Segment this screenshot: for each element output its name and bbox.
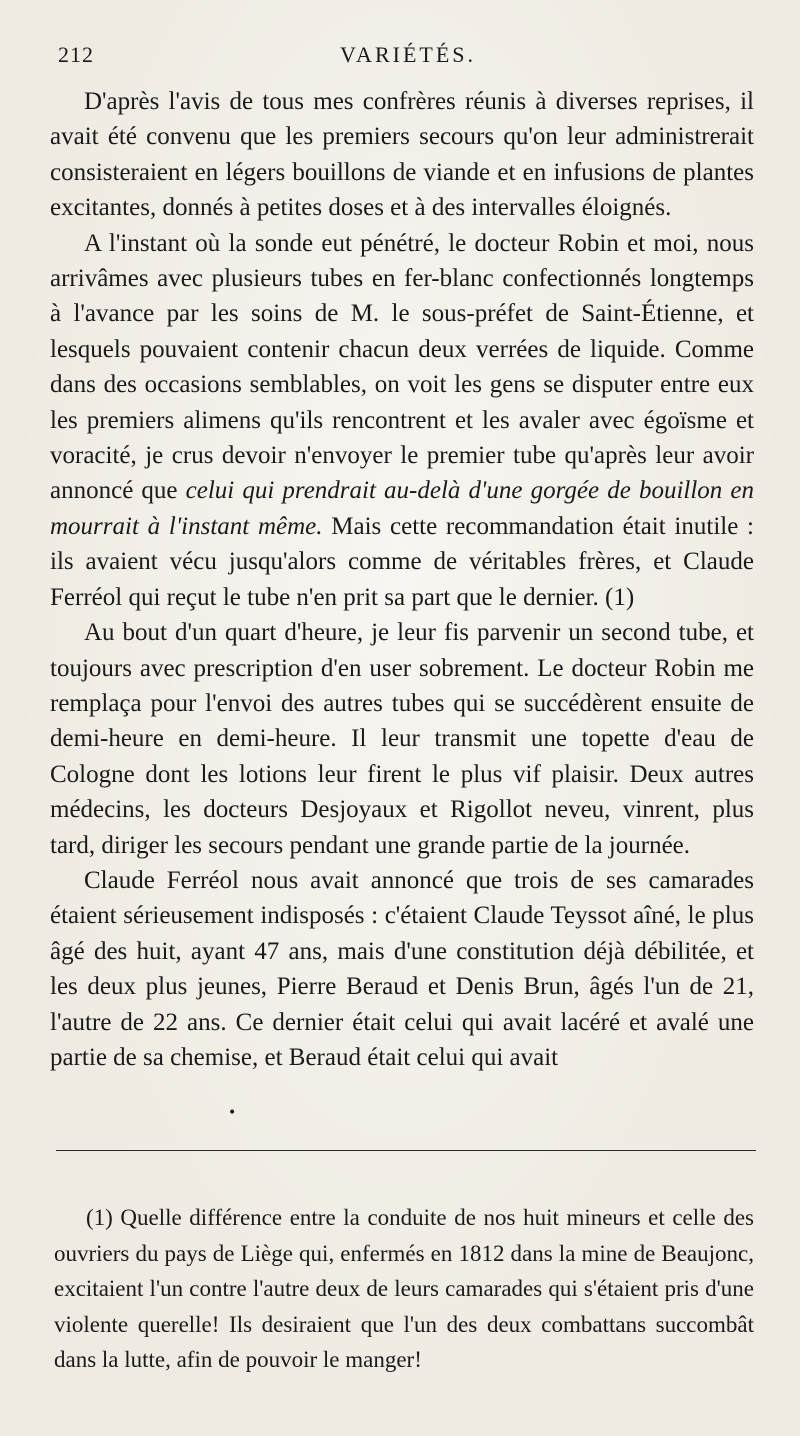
paragraph-4: Claude Ferréol nous avait annoncé que trois de ses camarades étaient sérieusement indisposés : c'étaient Claude Teyssot aîné, le plus âgé des huit, ayant 47 ans, mais d'une constitution déjà débilitée, et les deux plus jeunes, Pierre Beraud et Denis Brun, âgés l'un de 21, l'autre de 22 ans. Ce dernier était celui qui avait lacéré et avalé une partie de sa chemise, et Beraud était celui qui avait — [50, 866, 754, 1071]
page-header — [58, 42, 758, 76]
paragraph-2-end: Mais cette recommandation était inutile : ils avaient vécu jusqu'alors comme de véritables frères, et Claude Ferréol qui reçut le tube n'en prit sa part que le dernier. (1) — [50, 512, 754, 611]
running-title: VARIÉTÉS. — [340, 42, 476, 67]
footnote-text: (1) Quelle différence entre la conduite de nos huit mineurs et celle des ouvriers du pays de Liège qui, enfermés en 1812 dans la mine de Beaujonc, excitaient l'un contre l'autre deux de leurs camarades qui s'étaient pris d'une violente querelle! Ils desiraient que l'un des deux combattans succombât dans la lutte, afin de pouvoir le manger! — [54, 1205, 754, 1372]
footnote — [54, 1200, 754, 1378]
footnote-rule — [56, 1150, 756, 1151]
paragraph-2-text: A l'instant où la sonde eut pénétré, le docteur Robin et moi, nous arrivâmes avec plusieurs tubes en fer-blanc confectionnés longtemps à l'avance par les soins de M. le sous-préfet de Saint-Étienne, et lesquels pouvaient contenir chacun deux verrées de liquide. Comme dans des occasions semblables, on voit les gens se disputer entre eux les premiers alimens qu'ils rencontrent et les avaler avec égoïsme et voracité, je crus devoir n'envoyer le premier tube qu'après leur avoir annoncé que — [50, 229, 754, 505]
ornament-dot: • — [228, 1105, 237, 1121]
paragraph-2 — [50, 226, 754, 615]
paragraph-3: Au bout d'un quart d'heure, je leur fis parvenir un second tube, et toujours avec prescription d'en user sobrement. Le docteur Robin me remplaça pour l'envoi des autres tubes qui se succédèrent ensuite de demi-heure en demi-heure. Il leur transmit une topette d'eau de Cologne dont les lotions leur firent le plus vif plaisir. Deux autres médecins, les docteurs Desjoyaux et Rigollot neveu, vinrent, plus tard, diriger les secours pendant une grande partie de la journée. — [50, 619, 754, 859]
page-number: 212 — [58, 42, 94, 67]
main-text — [50, 84, 754, 1075]
paragraph-2-italic: celui qui prendrait au-delà d'une gorgée de bouillon en mourrait à l'instant même. — [50, 477, 754, 540]
paragraph-1: D'après l'avis de tous mes confrères réunis à diverses reprises, il avait été convenu que les premiers secours qu'on leur administrerait consisteraient en légers bouillons de viande et en infusions de plantes excitantes, donnés à petites doses et à des intervalles éloignés. — [50, 88, 754, 222]
